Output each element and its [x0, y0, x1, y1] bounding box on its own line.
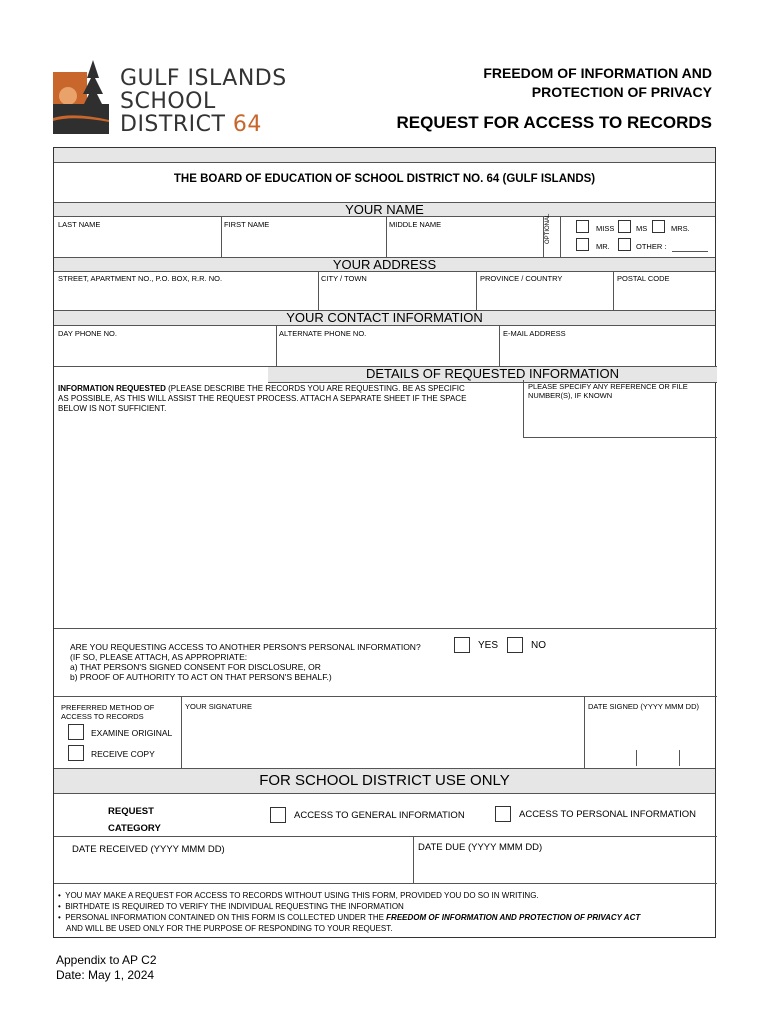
street-label: STREET, APARTMENT NO., P.O. BOX, R.R. NO.: [58, 274, 223, 283]
date-signed-divider: [636, 750, 637, 766]
receive-copy-label: RECEIVE COPY: [91, 749, 155, 759]
info-requested-area[interactable]: [54, 438, 717, 628]
date-signed-label: DATE SIGNED (YYYY MMM DD): [588, 702, 699, 711]
reference-label: PLEASE SPECIFY ANY REFERENCE OR FILE NUMBER(S), IF KNOWN: [528, 382, 688, 400]
date-due-label: DATE DUE (YYYY MMM DD): [418, 842, 543, 853]
first-name-label: FIRST NAME: [224, 220, 270, 229]
miss-label: MISS: [596, 224, 615, 233]
mr-label: MR.: [596, 242, 610, 251]
mrs-label: MRS.: [671, 224, 690, 233]
other-label: OTHER :: [636, 242, 667, 251]
another-person-question: ARE YOU REQUESTING ACCESS TO ANOTHER PERSON'S PERSONAL INFORMATION? (IF SO, PLEASE ATTACH, AS APPROPRIATE: a) THAT PERSON'S SIGNED CONSENT FOR DISCLOSURE, OR b) PROOF OF AUTHORITY TO ACT ON THAT PERSON'S BEHALF.): [70, 642, 421, 682]
miss-checkbox[interactable]: [576, 220, 589, 233]
date-label: Date: May 1, 2024: [56, 968, 155, 982]
note-item: • PERSONAL INFORMATION CONTAINED ON THIS FORM IS COLLECTED UNDER THE FREEDOM OF INFORMATION AND PROTECTION OF PRIVACY ACT: [58, 913, 641, 922]
name-section-heading: YOUR NAME: [54, 202, 715, 217]
postal-label: POSTAL CODE: [617, 274, 670, 283]
last-name-label: LAST NAME: [58, 220, 101, 229]
note-item: AND WILL BE USED ONLY FOR THE PURPOSE OF RESPONDING TO YOUR REQUEST.: [66, 924, 393, 933]
logo-line2: SCHOOL: [120, 89, 216, 114]
reference-box[interactable]: [523, 380, 717, 438]
page-title: REQUEST FOR ACCESS TO RECORDS: [396, 113, 712, 132]
day-phone-label: DAY PHONE NO.: [58, 329, 117, 338]
district-logo: [53, 58, 113, 136]
personal-info-label: ACCESS TO PERSONAL INFORMATION: [519, 809, 697, 820]
top-strip: [54, 148, 715, 163]
details-section-heading: DETAILS OF REQUESTED INFORMATION: [268, 366, 717, 383]
signature-label: YOUR SIGNATURE: [185, 702, 252, 711]
request-category-label: REQUEST CATEGORY: [108, 806, 161, 834]
logo-line1: GULF ISLANDS: [120, 66, 287, 91]
general-info-checkbox[interactable]: [270, 807, 286, 823]
note-item: • YOU MAY MAKE A REQUEST FOR ACCESS TO RECORDS WITHOUT USING THIS FORM, PROVIDED YOU DO SO IN WRITING.: [58, 891, 539, 900]
city-label: CITY / TOWN: [321, 274, 367, 283]
email-label: E-MAIL ADDRESS: [503, 329, 566, 338]
middle-name-label: MIDDLE NAME: [389, 220, 442, 229]
examine-original-label: EXAMINE ORIGINAL: [91, 728, 173, 738]
ms-label: MS: [636, 224, 648, 233]
general-info-label: ACCESS TO GENERAL INFORMATION: [294, 810, 465, 821]
logo-tree-icon: [53, 58, 113, 136]
date-received-label: DATE RECEIVED (YYYY MMM DD): [72, 844, 225, 855]
no-label: NO: [531, 640, 546, 651]
notes-list: [58, 890, 640, 934]
date-signed-divider: [679, 750, 680, 766]
address-section-heading: YOUR ADDRESS: [54, 257, 715, 272]
personal-info-checkbox[interactable]: [495, 806, 511, 822]
logo-line3: DISTRICT 64: [120, 112, 262, 137]
province-label: PROVINCE / COUNTRY: [480, 274, 563, 283]
logo-wordmark: [120, 67, 287, 136]
footer: [56, 953, 157, 983]
signature-field[interactable]: [182, 712, 582, 766]
receive-copy-checkbox[interactable]: [68, 745, 84, 761]
other-input-line[interactable]: [672, 251, 708, 252]
contact-section-heading: YOUR CONTACT INFORMATION: [54, 310, 715, 326]
ms-checkbox[interactable]: [618, 220, 631, 233]
no-checkbox[interactable]: [507, 637, 523, 653]
note-item: • BIRTHDATE IS REQUIRED TO VERIFY THE INDIVIDUAL REQUESTING THE INFORMATION: [58, 902, 404, 911]
header-title: FREEDOM OF INFORMATION AND PROTECTION OF PRIVACY: [483, 65, 712, 100]
mrs-checkbox[interactable]: [652, 220, 665, 233]
request-form: [53, 147, 716, 938]
method-label: PREFERRED METHOD OF ACCESS TO RECORDS: [61, 703, 155, 721]
info-requested-text: INFORMATION REQUESTED (PLEASE DESCRIBE THE RECORDS YOU ARE REQUESTING. BE AS SPECIFIC AS POSSIBLE, AS THIS WILL ASSIST THE REQUEST PROCESS. ATTACH A SEPARATE SHEET IF THE SPACE BELOW IS NOT SUFFICIENT.: [58, 384, 467, 413]
yes-checkbox[interactable]: [454, 637, 470, 653]
alt-phone-label: ALTERNATE PHONE NO.: [279, 329, 367, 338]
examine-original-checkbox[interactable]: [68, 724, 84, 740]
district-section-heading: FOR SCHOOL DISTRICT USE ONLY: [54, 768, 715, 794]
other-checkbox[interactable]: [618, 238, 631, 251]
yes-label: YES: [478, 640, 499, 651]
board-title: THE BOARD OF EDUCATION OF SCHOOL DISTRICT NO. 64 (GULF ISLANDS): [173, 173, 596, 185]
appendix-label: Appendix to AP C2: [56, 953, 157, 967]
mr-checkbox[interactable]: [576, 238, 589, 251]
details-heading-row: [54, 366, 715, 381]
optional-label: OPTIONAL: [545, 213, 551, 244]
